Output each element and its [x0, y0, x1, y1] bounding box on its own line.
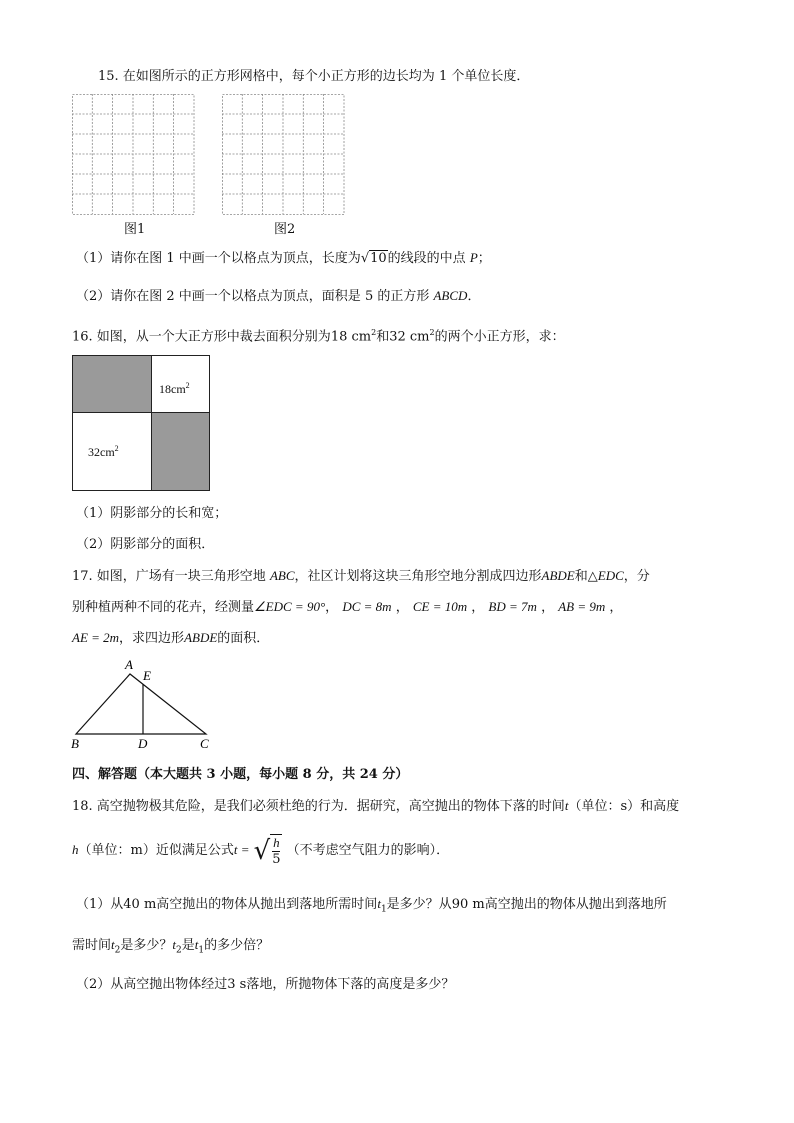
grid-figure-1 — [72, 94, 195, 215]
q16-part1: （1）阴影部分的长和宽； — [76, 506, 228, 521]
label-d: D — [138, 736, 148, 751]
q15-part2: （2）请你在图 2 中画一个以格点为顶点，面积是 5 的正方形 ABCD． — [76, 288, 481, 304]
q16-stem: 16. 如图，从一个大正方形中裁去面积分别为18 $cm^2$和32 $cm^2$的两个小正方形，求： — [72, 328, 565, 345]
label-32cm2: $32cm^2$ — [88, 444, 119, 459]
q18-part2: （2）从高空抛出物体经过3 s落地，所抛物体下落的高度是多少？ — [76, 977, 455, 992]
shaded-rectangle-bottom-right — [151, 412, 210, 491]
q18-part1-line2: 需时间$t_2$是多少？$t_2$是$t_1$的多少倍？ — [72, 937, 270, 956]
q17-line1: 17. 如图，广场有一块三角形空地 ABC，社区计划将这块三角形空地分割成四边形ABDE和△EDC，分 — [72, 568, 650, 584]
label-18cm2: $18cm^2$ — [159, 381, 190, 396]
section-4-heading: 四、解答题（本大题共 3 小题，每小题 8 分，共 24 分） — [72, 767, 409, 782]
sqrt-symbol: √ — [360, 251, 370, 266]
figure-2-caption: 图2 — [274, 222, 296, 237]
figure-1-caption: 图1 — [124, 222, 146, 237]
q18-part1-line1: （1）从40 m高空抛出的物体从抛出到落地所需时间$t_1$是多少？从90 m高空抛出的物体从抛出到落地所 — [76, 896, 667, 915]
q18-line1: 18. 高空抛物极其危险，是我们必须杜绝的行为．据研究，高空抛出的物体下落的时间t（单位：s）和高度 — [72, 798, 680, 814]
sqrt-formula: √ $\frac{h}{5}$ — [253, 834, 281, 867]
label-a: A — [125, 657, 133, 672]
q15-part1: （1）请你在图 1 中画一个以格点为顶点，长度为√10的线段的中点 P； — [76, 250, 491, 266]
q15-stem: 15. 在如图所示的正方形网格中，每个小正方形的边长均为 1 个单位长度． — [98, 69, 530, 84]
q17-line2: 别种植两种不同的花卉，经测量∠EDC = 90°， DC = 8m ， CE = 10m ， BD = 7m ， AB = 9m ， — [72, 599, 623, 615]
triangle-abc — [76, 674, 206, 734]
fraction-h-over-5: $\frac{h}{5}$ — [272, 834, 281, 867]
q16-part2: （2）阴影部分的面积． — [76, 537, 215, 552]
label-b: B — [71, 736, 79, 751]
shaded-rectangle-top-left — [72, 355, 153, 414]
square-figure — [72, 355, 210, 491]
q17-line3: AE = 2m，求四边形ABDE的面积． — [72, 630, 270, 646]
label-e: E — [143, 668, 151, 683]
triangle-figure — [68, 656, 218, 756]
label-c: C — [200, 736, 209, 751]
q18-line2: h（单位：m）近似满足公式t = √ $\frac{h}{5}$ （不考虑空气阻力的影响）． — [72, 830, 449, 871]
grid-figure-2 — [222, 94, 345, 215]
